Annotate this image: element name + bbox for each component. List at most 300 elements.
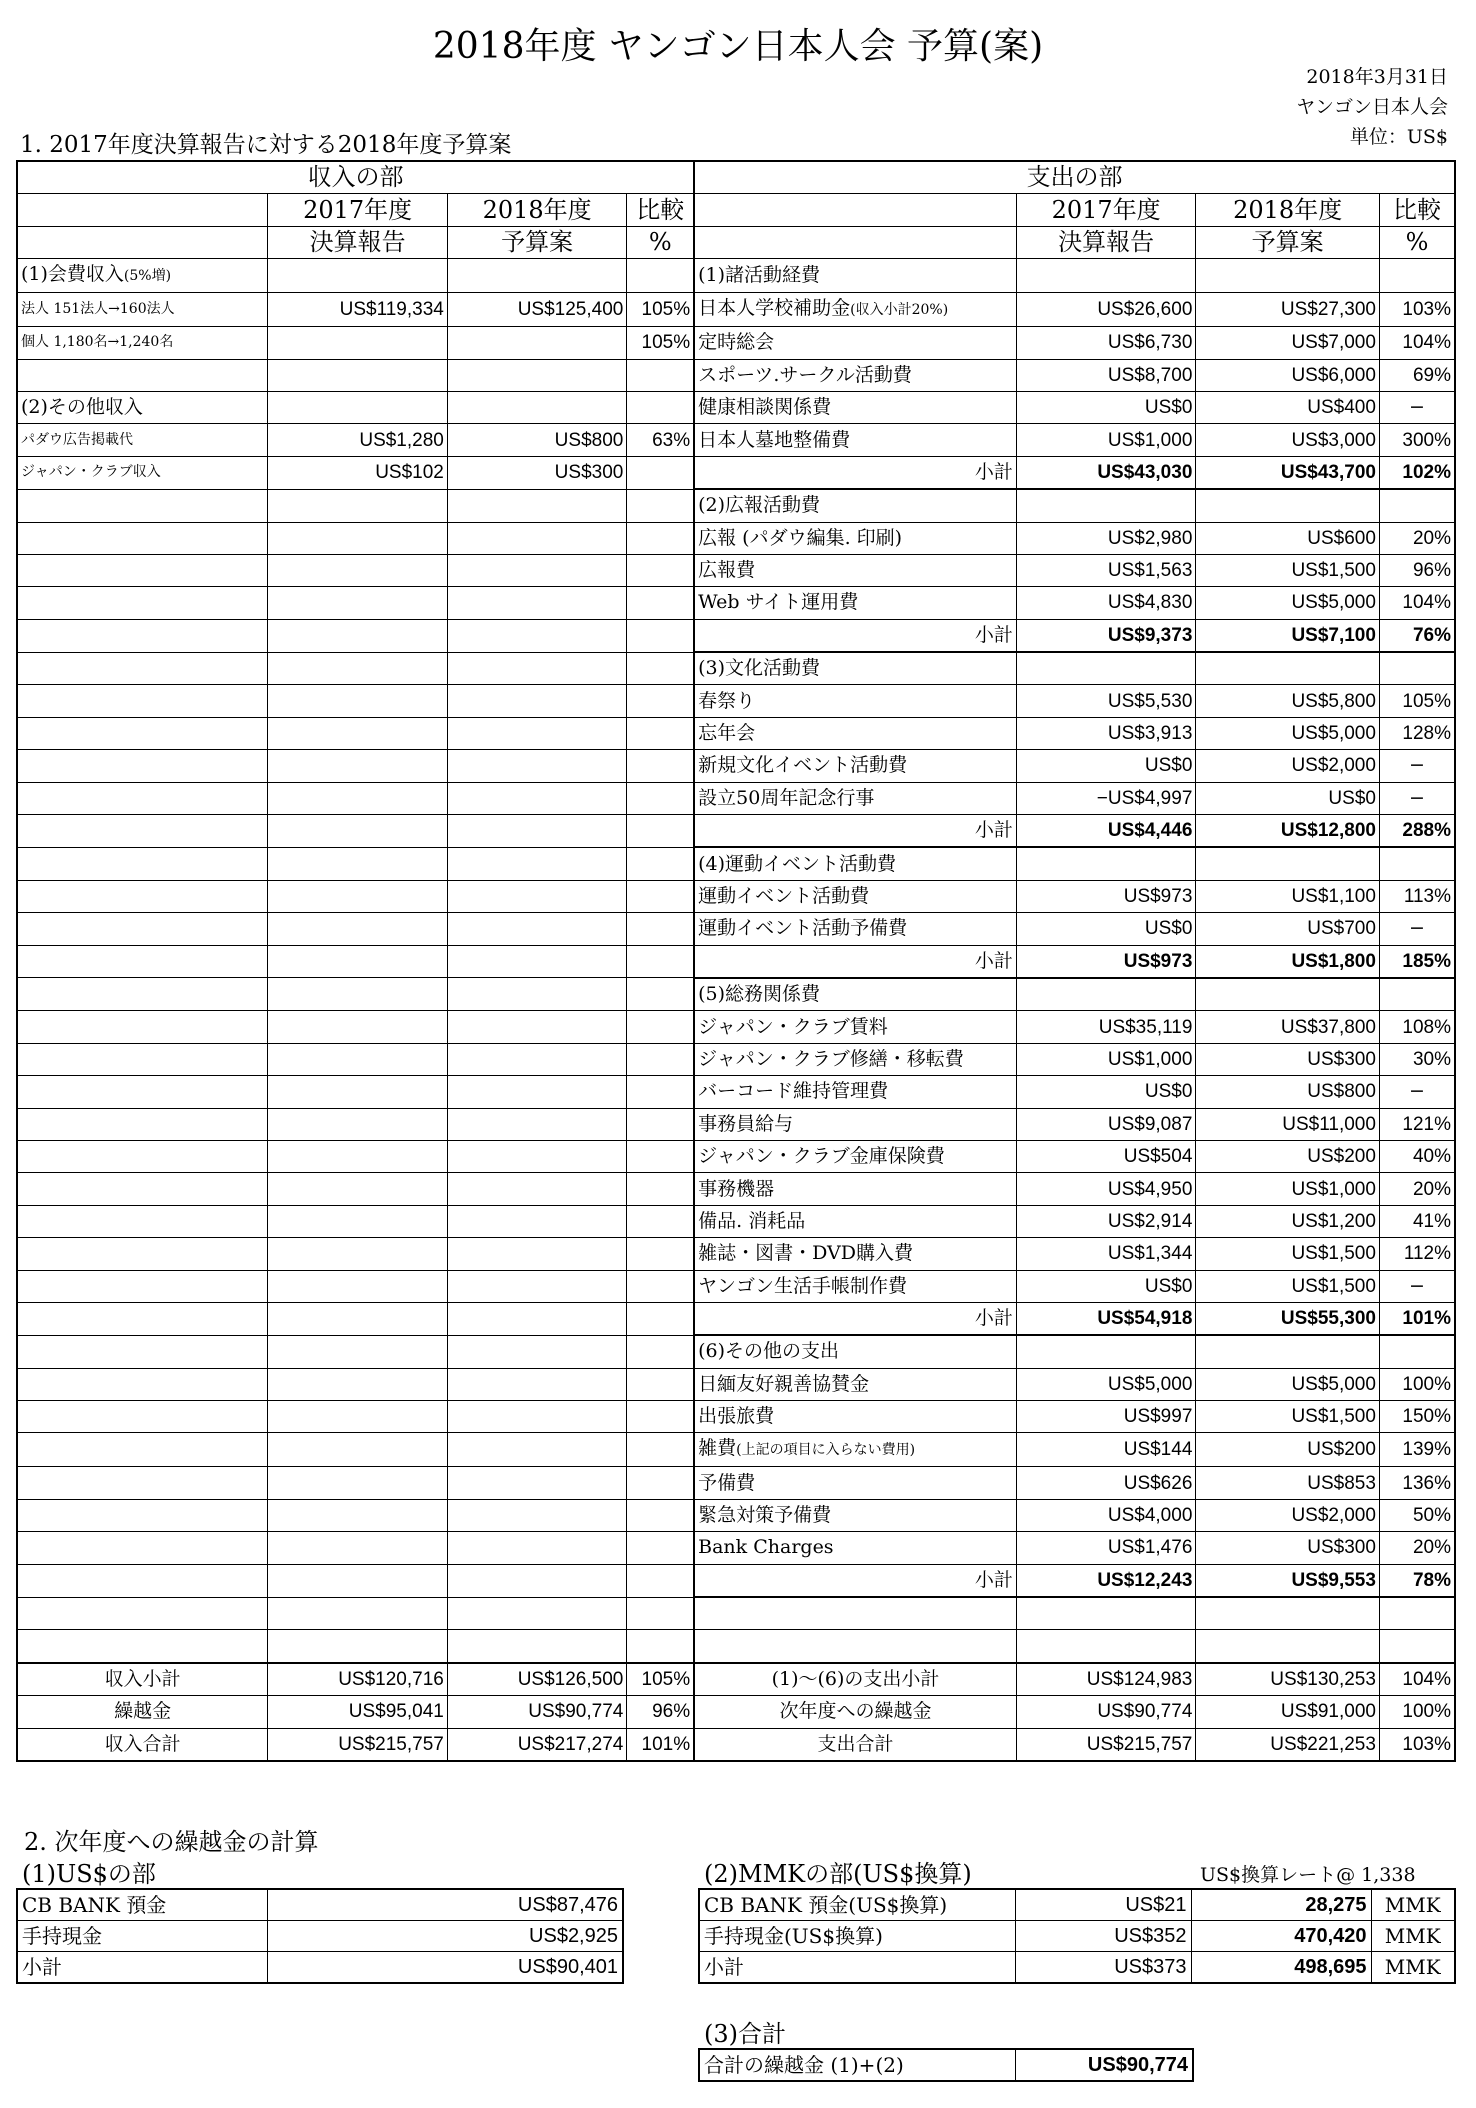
income-empty <box>447 717 626 749</box>
income-empty <box>17 717 268 749</box>
expense-percent: 136% <box>1379 1467 1455 1499</box>
expense-label <box>694 1433 1016 1467</box>
expense-label-text: 小計 <box>974 819 1013 842</box>
header-row-1 <box>17 161 1455 194</box>
expense-label <box>694 1499 1016 1531</box>
usd-label: 手持現金 <box>17 1921 267 1952</box>
expense-2018-value: US$300 <box>1196 1532 1380 1564</box>
table-row <box>17 782 1455 814</box>
income-empty <box>17 1335 268 1368</box>
income-empty <box>268 880 447 912</box>
income-empty <box>627 1205 694 1237</box>
income-empty <box>17 782 268 814</box>
expense-2018-value: US$3,000 <box>1196 424 1380 456</box>
expense-2018-value: US$5,000 <box>1196 717 1380 749</box>
income-2017-value <box>268 327 447 359</box>
expense-2017-value: US$4,950 <box>1016 1173 1195 1205</box>
expense-percent: 121% <box>1379 1108 1455 1140</box>
expense-label-text: 設立50周年記念行事 <box>698 786 875 809</box>
income-empty <box>627 1140 694 1172</box>
income-empty <box>268 1076 447 1108</box>
table-row <box>17 522 1455 554</box>
income-empty <box>268 782 447 814</box>
income-empty <box>627 619 694 652</box>
income-2017-value: US$119,334 <box>268 293 447 327</box>
table-row <box>17 327 1455 359</box>
income-empty <box>17 750 268 782</box>
expense-total-2017: US$215,757 <box>1016 1728 1195 1761</box>
income-2018-value: US$800 <box>447 424 626 456</box>
income-empty <box>447 978 626 1011</box>
income-empty <box>447 1597 626 1630</box>
income-empty <box>17 1467 268 1499</box>
table-row <box>17 619 1455 652</box>
budget-table <box>16 160 1456 1762</box>
expense-2018-value: US$11,000 <box>1196 1108 1380 1140</box>
expense-label <box>694 1270 1016 1302</box>
expense-percent: 96% <box>1379 554 1455 586</box>
income-empty <box>447 652 626 685</box>
income-empty <box>268 1302 447 1335</box>
expense-label-text: 忘年会 <box>698 722 756 745</box>
income-empty <box>268 619 447 652</box>
expense-label <box>694 456 1016 489</box>
total-table <box>698 2048 1194 2082</box>
income-empty <box>17 1108 268 1140</box>
header-percent: % <box>1379 226 1455 258</box>
table-row <box>17 1335 1455 1368</box>
income-2017-value <box>268 391 447 423</box>
income-2017-value: US$102 <box>268 456 447 489</box>
income-empty <box>268 1467 447 1499</box>
usd-value: US$2,925 <box>267 1921 623 1952</box>
mmk-amount: 498,695 <box>1191 1952 1371 1984</box>
income-label-text: (1)会費収入 <box>21 263 124 286</box>
income-empty <box>268 1433 447 1467</box>
income-empty <box>268 685 447 717</box>
income-empty <box>627 1302 694 1335</box>
income-2017-value <box>268 359 447 391</box>
unit-label: 単位：US$ <box>1349 126 1448 148</box>
expense-percent: − <box>1379 913 1455 945</box>
income-total-label: 収入小計 <box>17 1663 268 1696</box>
income-percent <box>627 259 694 293</box>
expense-percent: 103% <box>1379 293 1455 327</box>
table-row <box>17 1140 1455 1172</box>
income-empty <box>447 1043 626 1075</box>
expense-percent: 102% <box>1379 456 1455 489</box>
expense-total-percent: 103% <box>1379 1728 1455 1761</box>
expense-percent: 76% <box>1379 619 1455 652</box>
expense-label-text: Bank Charges <box>698 1536 834 1559</box>
table-row <box>17 424 1455 456</box>
income-empty <box>17 1564 268 1597</box>
income-empty <box>17 913 268 945</box>
expense-label <box>694 327 1016 359</box>
income-empty <box>627 1467 694 1499</box>
expense-label <box>694 1108 1016 1140</box>
expense-2018-value: US$12,800 <box>1196 815 1380 848</box>
income-total-2017: US$120,716 <box>268 1663 447 1696</box>
expense-percent <box>1379 847 1455 880</box>
income-empty <box>447 1630 626 1663</box>
expense-2017-value: US$626 <box>1016 1467 1195 1499</box>
table-row <box>17 456 1455 489</box>
usd-section-title: (1)US$の部 <box>22 1860 156 1888</box>
income-empty <box>447 880 626 912</box>
expense-label <box>694 259 1016 293</box>
expense-2017-value: US$4,000 <box>1016 1499 1195 1531</box>
income-percent: 63% <box>627 424 694 456</box>
expense-label-text: 予備費 <box>698 1471 756 1494</box>
income-header: 収入の部 <box>17 161 694 194</box>
income-empty <box>268 1499 447 1531</box>
expense-percent <box>1379 978 1455 1011</box>
expense-2018-value <box>1196 652 1380 685</box>
total-label: 合計の繰越金 (1)+(2) <box>699 2049 1015 2081</box>
expense-label-text: 小計 <box>974 460 1013 483</box>
expense-label-text: 健康相談関係費 <box>698 396 832 419</box>
income-2018-value <box>447 391 626 423</box>
expense-label <box>694 685 1016 717</box>
expense-label <box>694 913 1016 945</box>
expense-label <box>694 945 1016 978</box>
expense-2018-value: US$400 <box>1196 391 1380 423</box>
income-empty <box>447 1205 626 1237</box>
expense-percent: 113% <box>1379 880 1455 912</box>
header-2017: 2017年度 <box>1016 194 1195 226</box>
income-empty <box>268 1173 447 1205</box>
income-empty <box>268 1630 447 1663</box>
income-empty <box>627 1433 694 1467</box>
income-empty <box>447 1401 626 1433</box>
expense-label <box>694 1335 1016 1368</box>
mmk-unit: MMK <box>1371 1889 1455 1921</box>
income-empty <box>627 1043 694 1075</box>
header-blank <box>17 226 268 258</box>
header-settlement: 決算報告 <box>268 226 447 258</box>
expense-2017-value: US$973 <box>1016 880 1195 912</box>
income-empty <box>447 1108 626 1140</box>
income-empty <box>268 1140 447 1172</box>
income-label <box>17 259 268 293</box>
income-empty <box>447 522 626 554</box>
expense-label-text: 小計 <box>974 1568 1013 1591</box>
expense-2017-value: US$35,119 <box>1016 1011 1195 1043</box>
income-empty <box>447 750 626 782</box>
expense-2017-value: US$54,918 <box>1016 1302 1195 1335</box>
expense-2017-value: US$973 <box>1016 945 1195 978</box>
income-empty <box>17 554 268 586</box>
income-empty <box>447 1499 626 1531</box>
expense-label-text: ジャパン・クラブ修繕・移転費 <box>698 1047 964 1070</box>
expense-label-text: 緊急対策予備費 <box>698 1504 832 1527</box>
header-percent: % <box>627 226 694 258</box>
income-empty <box>17 1499 268 1531</box>
expense-percent: − <box>1379 391 1455 423</box>
expense-percent: 105% <box>1379 685 1455 717</box>
income-empty <box>447 1076 626 1108</box>
mmk-usd-value: US$21 <box>1015 1889 1191 1921</box>
expense-percent <box>1379 1597 1455 1630</box>
expense-2018-value: US$9,553 <box>1196 1564 1380 1597</box>
income-total-label: 収入合計 <box>17 1728 268 1761</box>
expense-label-note: (収入小計20%) <box>850 302 949 319</box>
expense-total-2018: US$221,253 <box>1196 1728 1380 1761</box>
header-blank <box>17 194 268 226</box>
expense-2018-value <box>1196 1335 1380 1368</box>
income-label-text: 個人 1,180名→1,240名 <box>21 334 174 351</box>
income-label-text: 法人 151法人→160法人 <box>21 301 175 318</box>
expense-2017-value: US$9,087 <box>1016 1108 1195 1140</box>
expense-label-text: 定時総会 <box>698 331 775 354</box>
usd-label: 小計 <box>17 1952 267 1984</box>
income-total-2018: US$126,500 <box>447 1663 626 1696</box>
expense-percent: 139% <box>1379 1433 1455 1467</box>
income-empty <box>627 1335 694 1368</box>
expense-percent: 101% <box>1379 1302 1455 1335</box>
expense-label <box>694 522 1016 554</box>
income-empty <box>447 554 626 586</box>
expense-percent: 30% <box>1379 1043 1455 1075</box>
expense-label <box>694 587 1016 619</box>
income-empty <box>627 1401 694 1433</box>
expense-2018-value: US$1,500 <box>1196 554 1380 586</box>
income-label <box>17 391 268 423</box>
expense-2017-value: US$1,000 <box>1016 424 1195 456</box>
expense-label-text: 春祭り <box>698 689 756 712</box>
income-empty <box>17 815 268 848</box>
income-empty <box>447 782 626 814</box>
expense-2017-value <box>1016 978 1195 1011</box>
income-empty <box>447 1140 626 1172</box>
income-empty <box>268 1011 447 1043</box>
expense-label <box>694 293 1016 327</box>
expense-2017-value: US$0 <box>1016 1270 1195 1302</box>
income-empty <box>627 1238 694 1270</box>
expense-2018-value: US$0 <box>1196 782 1380 814</box>
expense-label <box>694 1368 1016 1400</box>
income-empty <box>268 1401 447 1433</box>
expense-total-label: (1)〜(6)の支出小計 <box>694 1663 1016 1696</box>
income-2018-value <box>447 259 626 293</box>
page-title: 2018年度 ヤンゴン日本人会 予算(案) <box>432 26 1044 67</box>
table-row <box>17 1011 1455 1043</box>
income-empty <box>268 1368 447 1400</box>
expense-label-text: バーコード維持管理費 <box>698 1080 889 1103</box>
income-empty <box>17 1238 268 1270</box>
income-label-note: (5%増) <box>123 268 172 285</box>
expense-label <box>694 424 1016 456</box>
expense-2018-value: US$1,500 <box>1196 1401 1380 1433</box>
income-empty <box>447 1173 626 1205</box>
income-empty <box>447 1335 626 1368</box>
income-empty <box>17 652 268 685</box>
income-percent: 105% <box>627 327 694 359</box>
expense-label-text: 小計 <box>974 623 1013 646</box>
expense-label-text: 新規文化イベント活動費 <box>698 754 908 777</box>
income-empty <box>268 847 447 880</box>
usd-label: CB BANK 預金 <box>17 1889 267 1921</box>
income-empty <box>447 1433 626 1467</box>
income-empty <box>17 1173 268 1205</box>
income-empty <box>17 685 268 717</box>
header-row-3 <box>17 226 1455 258</box>
expense-2018-value: US$2,000 <box>1196 1499 1380 1531</box>
income-empty <box>17 1433 268 1467</box>
expense-label <box>694 1630 1016 1663</box>
mmk-label: 小計 <box>699 1952 1015 1984</box>
expense-label <box>694 1401 1016 1433</box>
expense-2018-value: US$1,800 <box>1196 945 1380 978</box>
expense-label <box>694 1205 1016 1237</box>
expense-2018-value: US$200 <box>1196 1140 1380 1172</box>
expense-label <box>694 619 1016 652</box>
income-empty <box>627 1011 694 1043</box>
table-row <box>17 1532 1455 1564</box>
income-empty <box>268 652 447 685</box>
expense-label-note: (上記の項目に入らない費用) <box>736 1442 916 1459</box>
income-empty <box>627 1368 694 1400</box>
header-2017: 2017年度 <box>268 194 447 226</box>
income-2018-value: US$300 <box>447 456 626 489</box>
expense-percent: 112% <box>1379 1238 1455 1270</box>
income-empty <box>17 489 268 522</box>
income-empty <box>17 1630 268 1663</box>
income-empty <box>627 1499 694 1531</box>
expense-2017-value: US$26,600 <box>1016 293 1195 327</box>
table-row <box>17 945 1455 978</box>
income-2017-value <box>268 259 447 293</box>
expense-2017-value: US$504 <box>1016 1140 1195 1172</box>
expense-label-text: 事務機器 <box>698 1177 775 1200</box>
expense-total-label: 支出合計 <box>694 1728 1016 1761</box>
expense-label-text: 備品. 消耗品 <box>698 1209 806 1232</box>
expense-2017-value: US$2,980 <box>1016 522 1195 554</box>
expense-2017-value: US$2,914 <box>1016 1205 1195 1237</box>
expense-2018-value: US$1,500 <box>1196 1270 1380 1302</box>
income-2017-value: US$1,280 <box>268 424 447 456</box>
expense-2017-value: US$5,530 <box>1016 685 1195 717</box>
expense-label <box>694 847 1016 880</box>
income-empty <box>447 1238 626 1270</box>
expense-label-text: ジャパン・クラブ賃料 <box>698 1015 888 1038</box>
expense-label-text: 日本人学校補助金 <box>698 297 851 320</box>
organization-name: ヤンゴン日本人会 <box>1296 96 1448 118</box>
income-empty <box>17 847 268 880</box>
income-empty <box>268 978 447 1011</box>
table-row <box>17 652 1455 685</box>
expense-label-text: 日本人墓地整備費 <box>698 428 851 451</box>
expense-label <box>694 554 1016 586</box>
header-blank <box>694 226 1016 258</box>
income-total-percent: 101% <box>627 1728 694 1761</box>
expense-2017-value <box>1016 652 1195 685</box>
expense-2018-value <box>1196 978 1380 1011</box>
header-budget: 予算案 <box>447 226 626 258</box>
income-empty <box>627 522 694 554</box>
expense-percent: 20% <box>1379 1173 1455 1205</box>
usd-value: US$87,476 <box>267 1889 623 1921</box>
mmk-usd-value: US$352 <box>1015 1921 1191 1952</box>
income-empty <box>17 880 268 912</box>
table-row <box>17 815 1455 848</box>
expense-percent <box>1379 1335 1455 1368</box>
expense-label <box>694 1076 1016 1108</box>
usd-table <box>16 1888 624 1984</box>
income-empty <box>17 945 268 978</box>
income-empty <box>627 685 694 717</box>
expense-2018-value <box>1196 259 1380 293</box>
income-empty <box>17 1076 268 1108</box>
income-percent <box>627 391 694 423</box>
income-empty <box>268 1205 447 1237</box>
mmk-table <box>698 1888 1456 1984</box>
expense-label-text: 広報 (パダウ編集. 印刷) <box>698 526 903 549</box>
table-row <box>17 1238 1455 1270</box>
expense-percent: 50% <box>1379 1499 1455 1531</box>
expense-percent <box>1379 259 1455 293</box>
expense-percent <box>1379 489 1455 522</box>
expense-percent: 150% <box>1379 1401 1455 1433</box>
expense-2017-value: US$1,476 <box>1016 1532 1195 1564</box>
income-empty <box>627 1532 694 1564</box>
expense-label-text: (5)総務関係費 <box>698 983 821 1006</box>
table-row <box>17 1173 1455 1205</box>
income-empty <box>268 1108 447 1140</box>
income-empty <box>627 1076 694 1108</box>
income-empty <box>627 880 694 912</box>
expense-2018-value: US$27,300 <box>1196 293 1380 327</box>
expense-label <box>694 1173 1016 1205</box>
income-empty <box>627 717 694 749</box>
income-empty <box>627 489 694 522</box>
expense-percent: 108% <box>1379 1011 1455 1043</box>
header-2018: 2018年度 <box>1196 194 1380 226</box>
income-total-label: 繰越金 <box>17 1696 268 1728</box>
expense-2018-value: US$853 <box>1196 1467 1380 1499</box>
expense-2018-value: US$37,800 <box>1196 1011 1380 1043</box>
expense-percent: 104% <box>1379 327 1455 359</box>
expense-header: 支出の部 <box>694 161 1455 194</box>
expense-total-percent: 100% <box>1379 1696 1455 1728</box>
expense-label-text: 運動イベント活動費 <box>698 885 870 907</box>
income-empty <box>627 587 694 619</box>
income-empty <box>268 522 447 554</box>
expense-label <box>694 489 1016 522</box>
income-label <box>17 359 268 391</box>
income-empty <box>268 945 447 978</box>
income-empty <box>268 1270 447 1302</box>
income-empty <box>627 1630 694 1663</box>
expense-2018-value: US$800 <box>1196 1076 1380 1108</box>
income-percent: 105% <box>627 293 694 327</box>
mmk-label: 手持現金(US$換算) <box>699 1921 1015 1952</box>
table-row <box>17 1597 1455 1630</box>
expense-2017-value: US$9,373 <box>1016 619 1195 652</box>
mmk-section-title: (2)MMKの部(US$換算) <box>704 1860 972 1888</box>
income-label <box>17 293 268 327</box>
expense-label <box>694 1564 1016 1597</box>
income-empty <box>447 1564 626 1597</box>
expense-2017-value: US$1,344 <box>1016 1238 1195 1270</box>
expense-label-text: (4)運動イベント活動費 <box>698 852 897 875</box>
table-row <box>17 913 1455 945</box>
expense-2018-value: US$5,000 <box>1196 1368 1380 1400</box>
income-empty <box>447 489 626 522</box>
mmk-unit: MMK <box>1371 1952 1455 1984</box>
expense-2018-value: US$7,100 <box>1196 619 1380 652</box>
